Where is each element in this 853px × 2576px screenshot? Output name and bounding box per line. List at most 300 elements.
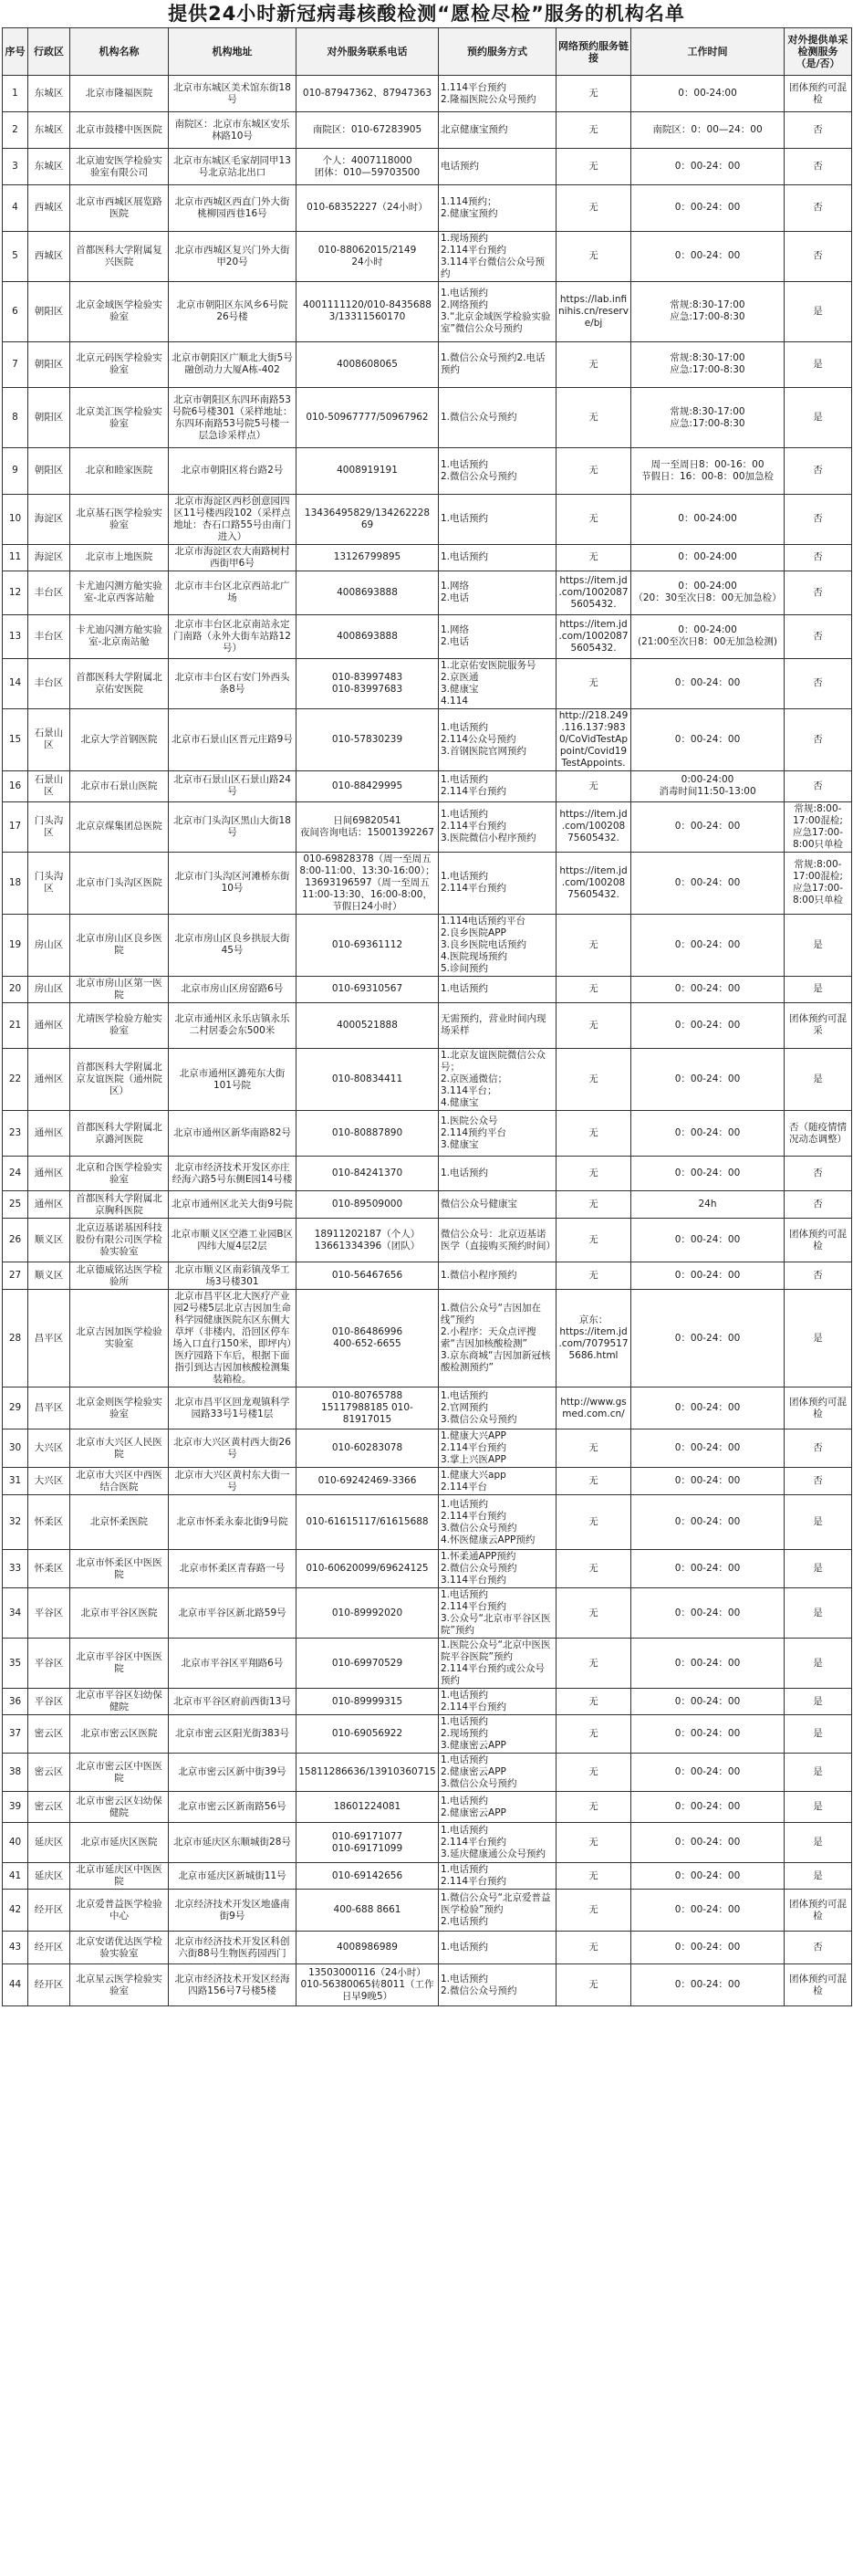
header-single-test: 对外提供单采检测服务（是/否） — [785, 28, 852, 76]
cell-address: 北京市顺义区南彩镇茂华工场3号楼301 — [169, 1262, 296, 1290]
cell-single-test: 是 — [785, 1049, 852, 1111]
cell-phone: 010-60283078 — [296, 1429, 439, 1468]
header-booking: 预约服务方式 — [439, 28, 557, 76]
cell-phone: 18601224081 — [296, 1792, 439, 1823]
cell-no: 15 — [3, 708, 28, 770]
cell-phone: 4001111120/010-8435688 3/13311560170 — [296, 281, 439, 341]
cell-link[interactable]: https://item.jd.com/10020875605432. — [557, 571, 631, 614]
cell-phone: 010-89992020 — [296, 1588, 439, 1639]
cell-single-test: 是 — [785, 1495, 852, 1550]
cell-single-test: 团体预约可混检 — [785, 1219, 852, 1262]
cell-booking: 1.医院公众号 2.114预约平台 3.健康宝 — [439, 1111, 557, 1157]
table-row — [3, 1219, 852, 1262]
cell-address: 北京市房山区房窑路6号 — [169, 976, 296, 1002]
cell-address: 北京市通州区潞苑东大街101号院 — [169, 1049, 296, 1111]
cell-single-test: 否（随疫情情况动态调整） — [785, 1111, 852, 1157]
cell-hours: 0：00-24：00 — [631, 1964, 785, 2006]
cell-address: 北京市大兴区黄村东大街一号 — [169, 1468, 296, 1495]
cell-hours: 南院区：0：00—24：00 — [631, 112, 785, 149]
cell-address: 北京市延庆区新城街11号 — [169, 1863, 296, 1890]
cell-phone: 4008608065 — [296, 341, 439, 388]
cell-booking: 1.电话预约 2.114平台预约 — [439, 1689, 557, 1715]
table-row — [3, 544, 852, 571]
cell-address: 北京市昌平区北大医疗产业园2号楼5层北京吉因加生命科学园健康医院东区东侧大草坪（非楼内，沿回区停车场入口直行150米，即坪内）医疗园路下车后，根据下面指引到达吉因加核酸检测集装箱检。 — [169, 1290, 296, 1387]
cell-hours: 0：00-24：00 — [631, 231, 785, 281]
cell-address: 北京市朝阳区东四环南路53号院6号楼301（采样地址：东四环南路53号院5号楼一层急诊采样点） — [169, 388, 296, 448]
table-row — [3, 770, 852, 801]
cell-name: 北京市平谷区医院 — [70, 1588, 169, 1639]
cell-link[interactable]: http://www.gsmed.com.cn/ — [557, 1387, 631, 1429]
cell-booking: 1.电话预约 2.官网预约 3.微信公众号预约 — [439, 1387, 557, 1429]
cell-district: 大兴区 — [28, 1429, 70, 1468]
cell-district: 通州区 — [28, 1002, 70, 1049]
cell-name: 北京美汇医学检验实验室 — [70, 388, 169, 448]
cell-no: 11 — [3, 544, 28, 571]
cell-no: 3 — [3, 149, 28, 185]
cell-district: 昌平区 — [28, 1387, 70, 1429]
table-row — [3, 1495, 852, 1550]
cell-address: 北京市丰台区北京西站北广场 — [169, 571, 296, 614]
cell-single-test: 否 — [785, 1468, 852, 1495]
cell-phone: 13503000116（24小时） 010-56380065转8011（工作日早9晚5） — [296, 1964, 439, 2006]
cell-single-test: 是 — [785, 914, 852, 976]
cell-no: 18 — [3, 852, 28, 914]
cell-name: 尤靖医学检验方舱实验室 — [70, 1002, 169, 1049]
cell-no: 38 — [3, 1754, 28, 1792]
cell-single-test: 否 — [785, 448, 852, 495]
cell-phone: 010-69361112 — [296, 914, 439, 976]
cell-booking: 1.电话预约 2.114平台预约 3.微信公众号预约 4.怀医健康云APP预约 — [439, 1495, 557, 1550]
cell-hours: 0：00-24：00 — [631, 1468, 785, 1495]
table-row — [3, 448, 852, 495]
cell-single-test: 是 — [785, 1754, 852, 1792]
table-row — [3, 1387, 852, 1429]
cell-link[interactable]: https://item.jd.com/10020875605432. — [557, 614, 631, 658]
cell-address: 北京市延庆区东顺城街28号 — [169, 1823, 296, 1863]
table-row — [3, 76, 852, 112]
cell-district: 通州区 — [28, 1157, 70, 1191]
cell-name: 卡尤迪闪测方舱实验室-北京南站舱 — [70, 614, 169, 658]
cell-district: 平谷区 — [28, 1588, 70, 1639]
header-address: 机构地址 — [169, 28, 296, 76]
cell-booking: 1.电话预约 2.114平台预约 3.公众号“北京市平谷区医院”预约 — [439, 1588, 557, 1639]
cell-hours: 0：00-24：00 — [631, 1262, 785, 1290]
cell-district: 怀柔区 — [28, 1495, 70, 1550]
cell-address: 北京市石景山区晋元庄路9号 — [169, 708, 296, 770]
cell-name: 首都医科大学附属北京潞河医院 — [70, 1111, 169, 1157]
cell-single-test: 否 — [785, 231, 852, 281]
cell-link: 无 — [557, 1262, 631, 1290]
cell-link: 无 — [557, 544, 631, 571]
cell-hours: 0：00-24：00 — [631, 1157, 785, 1191]
cell-address: 北京市海淀区西杉创意园四区11号楼西段102（采样点地址：杏石口路55号由南门进入） — [169, 494, 296, 544]
institution-table — [2, 27, 852, 2006]
cell-no: 12 — [3, 571, 28, 614]
cell-booking: 1.怀柔通APP预约 2.微信公众号预约 3.114平台预约 — [439, 1550, 557, 1588]
cell-booking: 1.电话预约 — [439, 494, 557, 544]
cell-phone: 010-69310567 — [296, 976, 439, 1002]
cell-booking: 1.电话预约 2.健康密云APP — [439, 1792, 557, 1823]
cell-district: 通州区 — [28, 1191, 70, 1219]
cell-district: 延庆区 — [28, 1863, 70, 1890]
cell-no: 30 — [3, 1429, 28, 1468]
table-row — [3, 1639, 852, 1689]
cell-name: 北京市房山区第一医院 — [70, 976, 169, 1002]
cell-phone: 010-68352227（24小时） — [296, 185, 439, 232]
cell-link[interactable]: https://lab.infinihis.cn/reserve/bj — [557, 281, 631, 341]
cell-booking: 1.微信公众号预约 — [439, 388, 557, 448]
table-row — [3, 614, 852, 658]
cell-single-test: 是 — [785, 1689, 852, 1715]
cell-name: 北京市密云区中医医院 — [70, 1754, 169, 1792]
cell-district: 通州区 — [28, 1049, 70, 1111]
cell-link: 无 — [557, 1049, 631, 1111]
cell-address: 北京市经济技术开发区亦庄经海六路5号东侧E园14号楼 — [169, 1157, 296, 1191]
cell-name: 北京迈基诺基因科技股份有限公司医学检验实验室 — [70, 1219, 169, 1262]
cell-link: 无 — [557, 1689, 631, 1715]
cell-booking: 1.网络 2.电话 — [439, 614, 557, 658]
cell-link: 无 — [557, 341, 631, 388]
cell-name: 北京市西城区展览路医院 — [70, 185, 169, 232]
cell-booking: 1.微信公众号“北京爱普益医学检验”预约 2.电话预约 — [439, 1890, 557, 1932]
cell-booking: 1.电话预约 — [439, 976, 557, 1002]
cell-single-test: 否 — [785, 1429, 852, 1468]
cell-hours: 常规:8:30-17:00 应急:17:00-8:30 — [631, 388, 785, 448]
cell-address: 北京市经济技术开发区科创六街88号生物医药园西门 — [169, 1932, 296, 1964]
cell-single-test: 是 — [785, 1290, 852, 1387]
table-row — [3, 976, 852, 1002]
cell-single-test: 是 — [785, 341, 852, 388]
cell-single-test: 是 — [785, 976, 852, 1002]
cell-hours: 0：00-24:00 — [631, 494, 785, 544]
cell-booking: 1.电话预约 2.114公众号预约 3.首钢医院官网预约 — [439, 708, 557, 770]
cell-district: 东城区 — [28, 149, 70, 185]
cell-name: 北京和睦家医院 — [70, 448, 169, 495]
cell-phone: 4008693888 — [296, 614, 439, 658]
cell-address: 北京市平谷区新北路59号 — [169, 1588, 296, 1639]
cell-booking: 微信公众号：北京迈基诺医学（直接购买预约时间） — [439, 1219, 557, 1262]
cell-name: 北京德威铭达医学检验所 — [70, 1262, 169, 1290]
cell-name: 首都医科大学附属北京胸科医院 — [70, 1191, 169, 1219]
cell-phone: 010-80834411 — [296, 1049, 439, 1111]
cell-hours: 0：00-24：00 — [631, 149, 785, 185]
cell-single-test: 否 — [785, 571, 852, 614]
cell-no: 39 — [3, 1792, 28, 1823]
cell-district: 密云区 — [28, 1754, 70, 1792]
cell-no: 24 — [3, 1157, 28, 1191]
cell-single-test: 否 — [785, 1262, 852, 1290]
table-header-row — [3, 28, 852, 76]
cell-link[interactable]: https://item.jd.com/100208 75605432. — [557, 852, 631, 914]
cell-phone: 个人：4007118000 团体：010—59703500 — [296, 149, 439, 185]
cell-single-test: 是 — [785, 281, 852, 341]
cell-single-test: 团体预约可混检 — [785, 1387, 852, 1429]
cell-name: 北京市房山区良乡医院 — [70, 914, 169, 976]
cell-no: 28 — [3, 1290, 28, 1387]
table-row — [3, 281, 852, 341]
cell-address: 北京市石景山区石景山路24号 — [169, 770, 296, 801]
cell-district: 石景山区 — [28, 708, 70, 770]
cell-hours: 0：00-24：00 — [631, 1387, 785, 1429]
cell-link: 无 — [557, 914, 631, 976]
cell-name: 首都医科大学附属北京友谊医院（通州院区） — [70, 1049, 169, 1111]
cell-hours: 0：00-24：00 — [631, 1715, 785, 1754]
cell-hours: 0：00-24：00 — [631, 185, 785, 232]
cell-link: 无 — [557, 1823, 631, 1863]
cell-phone: 18911202187（个人） 13661334396（团队） — [296, 1219, 439, 1262]
cell-booking: 1.114平台预约 2.隆福医院公众号预约 — [439, 76, 557, 112]
cell-no: 40 — [3, 1823, 28, 1863]
page-title: 提供24小时新冠病毒核酸检测“愿检尽检”服务的机构名单 — [168, 3, 685, 25]
cell-district: 怀柔区 — [28, 1550, 70, 1588]
cell-booking: 1.电话预约 2.微信公众号预约 — [439, 1964, 557, 2006]
cell-hours: 0：00-24：00 — [631, 1792, 785, 1823]
cell-booking: 1.微信公众号“吉因加在线”预约 2.小程序：天众点评搜索“吉因加核酸检测” 3.京东商城“吉因加新冠核酸检测预约” — [439, 1290, 557, 1387]
cell-district: 朝阳区 — [28, 388, 70, 448]
cell-phone: 4008693888 — [296, 571, 439, 614]
cell-link: 无 — [557, 494, 631, 544]
cell-phone: 010-69828378（周一至周五8:00-11:00、13:30-16:00）；13693196597（周一至周五11:00-13:30、16:00-8:00，节假日24小时） — [296, 852, 439, 914]
cell-link: 无 — [557, 1890, 631, 1932]
cell-name: 北京市密云区妇幼保健院 — [70, 1792, 169, 1823]
cell-single-test: 团体预约可混采 — [785, 1002, 852, 1049]
cell-address: 北京市通州区永乐店镇永乐二村居委会东500米 — [169, 1002, 296, 1049]
cell-address: 北京市门头沟区河滩桥东街10号 — [169, 852, 296, 914]
cell-no: 5 — [3, 231, 28, 281]
cell-phone: 010-56467656 — [296, 1262, 439, 1290]
cell-address: 北京市平谷区平翔路6号 — [169, 1639, 296, 1689]
cell-link: 无 — [557, 1964, 631, 2006]
cell-district: 海淀区 — [28, 494, 70, 544]
cell-link: 无 — [557, 1111, 631, 1157]
cell-address: 北京市密云区新中街39号 — [169, 1754, 296, 1792]
cell-phone: 010-80887890 — [296, 1111, 439, 1157]
table-row — [3, 1550, 852, 1588]
cell-no: 17 — [3, 801, 28, 852]
cell-phone: 4008986989 — [296, 1932, 439, 1964]
cell-phone: 010-84241370 — [296, 1157, 439, 1191]
cell-hours: 0：00-24：00 — [631, 1863, 785, 1890]
cell-booking: 1.电话预约 — [439, 1932, 557, 1964]
cell-single-test: 团体预约可混检 — [785, 1890, 852, 1932]
cell-single-test: 常规:8:00-17:00混检; 应急17:00-8:00只单检 — [785, 801, 852, 852]
cell-hours: 常规:8:30-17:00 应急:17:00-8:30 — [631, 281, 785, 341]
cell-hours: 0：00-24：00 — [631, 801, 785, 852]
cell-phone: 010-89509000 — [296, 1191, 439, 1219]
cell-address: 北京市密云区阳光街383号 — [169, 1715, 296, 1754]
cell-link: 无 — [557, 1932, 631, 1964]
cell-single-test: 是 — [785, 1715, 852, 1754]
cell-no: 31 — [3, 1468, 28, 1495]
table-row — [3, 1932, 852, 1964]
cell-phone: 010-69970529 — [296, 1639, 439, 1689]
cell-no: 36 — [3, 1689, 28, 1715]
cell-no: 22 — [3, 1049, 28, 1111]
cell-no: 13 — [3, 614, 28, 658]
cell-no: 27 — [3, 1262, 28, 1290]
cell-booking: 1.现场预约 2.114平台预约 3.114平台微信公众号预约 — [439, 231, 557, 281]
cell-link: 无 — [557, 1219, 631, 1262]
cell-district: 石景山区 — [28, 770, 70, 801]
cell-district: 丰台区 — [28, 614, 70, 658]
cell-hours: 0：00-24：00 — [631, 1429, 785, 1468]
cell-hours: 0：00-24：00 — [631, 1823, 785, 1863]
cell-hours: 0：00-24：00 — [631, 852, 785, 914]
table-row — [3, 388, 852, 448]
cell-district: 丰台区 — [28, 658, 70, 708]
cell-hours: 0：00-24:00 — [631, 544, 785, 571]
cell-hours: 0：00-24：00 — [631, 1495, 785, 1550]
cell-no: 23 — [3, 1111, 28, 1157]
cell-single-test: 否 — [785, 770, 852, 801]
cell-hours: 0：00-24：00 — [631, 1890, 785, 1932]
cell-hours: 0：00-24：00 — [631, 1932, 785, 1964]
cell-no: 26 — [3, 1219, 28, 1262]
cell-link: 无 — [557, 1639, 631, 1689]
cell-single-test: 否 — [785, 658, 852, 708]
cell-single-test: 否 — [785, 1191, 852, 1219]
cell-hours: 0：00-24：00 — [631, 914, 785, 976]
cell-hours: 0：00-24：00 — [631, 1754, 785, 1792]
cell-booking: 1.电话预约 2.114平台预约 3.医院微信小程序预约 — [439, 801, 557, 852]
cell-address: 北京市大兴区黄村西大街26号 — [169, 1429, 296, 1468]
cell-no: 41 — [3, 1863, 28, 1890]
cell-no: 7 — [3, 341, 28, 388]
cell-no: 42 — [3, 1890, 28, 1932]
cell-link: 无 — [557, 1754, 631, 1792]
cell-address: 北京市朝阳区将台路2号 — [169, 448, 296, 495]
cell-district: 经开区 — [28, 1890, 70, 1932]
cell-booking: 无需预约，营业时间内现场采样 — [439, 1002, 557, 1049]
cell-district: 丰台区 — [28, 571, 70, 614]
cell-name: 卡尤迪闪测方舱实验室-北京西客站舱 — [70, 571, 169, 614]
cell-district: 海淀区 — [28, 544, 70, 571]
cell-link: 无 — [557, 1495, 631, 1550]
cell-booking: 1.医院公众号“北京中医医院平谷医院”预约 2.114平台预约或公众号预约 — [439, 1639, 557, 1689]
cell-name: 北京爱普益医学检验中心 — [70, 1890, 169, 1932]
cell-single-test: 团体预约可混检 — [785, 76, 852, 112]
cell-phone: 010-57830239 — [296, 708, 439, 770]
cell-link[interactable]: http://218.249.116.137:9830/CoVidTestAppoint/Covid19TestAppoints. — [557, 708, 631, 770]
cell-name: 北京市门头沟区医院 — [70, 852, 169, 914]
cell-hours: 0：00-24:00 (21:00至次日8：00无加急检测) — [631, 614, 785, 658]
table-row — [3, 1111, 852, 1157]
cell-link: 无 — [557, 976, 631, 1002]
table-row — [3, 1157, 852, 1191]
table-row — [3, 1049, 852, 1111]
cell-single-test: 否 — [785, 544, 852, 571]
table-row — [3, 1964, 852, 2006]
cell-hours: 24h — [631, 1191, 785, 1219]
table-row — [3, 494, 852, 544]
cell-phone: 010-86486996 400-652-6655 — [296, 1290, 439, 1387]
cell-booking: 1.北京友谊医院微信公众号； 2.京医通微信； 3.114平台； 4.健康宝 — [439, 1049, 557, 1111]
cell-name: 北京星云医学检验实验室 — [70, 1964, 169, 2006]
cell-hours: 0：00-24：00 — [631, 1002, 785, 1049]
cell-link: 无 — [557, 770, 631, 801]
cell-booking: 电话预约 — [439, 149, 557, 185]
cell-booking: 1.微信小程序预约 — [439, 1262, 557, 1290]
cell-phone: 010-69171077 010-69171099 — [296, 1823, 439, 1863]
cell-district: 昌平区 — [28, 1290, 70, 1387]
cell-no: 6 — [3, 281, 28, 341]
table-row — [3, 185, 852, 232]
cell-link[interactable]: 京东：https://item.jd.com/70795175686.html — [557, 1290, 631, 1387]
cell-booking: 1.电话预约 2.微信公众号预约 — [439, 448, 557, 495]
cell-name: 北京大学首钢医院 — [70, 708, 169, 770]
cell-district: 顺义区 — [28, 1262, 70, 1290]
cell-no: 21 — [3, 1002, 28, 1049]
cell-single-test: 是 — [785, 1550, 852, 1588]
cell-hours: 0：00-24:00 — [631, 76, 785, 112]
cell-no: 44 — [3, 1964, 28, 2006]
cell-no: 10 — [3, 494, 28, 544]
table-row — [3, 112, 852, 149]
cell-name: 首都医科大学附属北京佑安医院 — [70, 658, 169, 708]
cell-phone: 010-80765788 15117988185 010-81917015 — [296, 1387, 439, 1429]
cell-address: 北京经济技术开发区地盛南街9号 — [169, 1890, 296, 1932]
table-row — [3, 1823, 852, 1863]
cell-name: 北京市延庆区中医医院 — [70, 1863, 169, 1890]
table-row — [3, 231, 852, 281]
cell-no: 9 — [3, 448, 28, 495]
cell-phone: 010-61615117/61615688 — [296, 1495, 439, 1550]
cell-phone: 010-88429995 — [296, 770, 439, 801]
cell-booking: 1.健康大兴APP 2.114平台预约 3.掌上兴医APP — [439, 1429, 557, 1468]
cell-address: 北京市顺义区空港工业园B区四纬大厦4层2层 — [169, 1219, 296, 1262]
cell-single-test: 是 — [785, 1863, 852, 1890]
table-row — [3, 1689, 852, 1715]
cell-address: 北京市怀柔区青春路一号 — [169, 1550, 296, 1588]
cell-booking: 1.114预约； 2.健康宝预约 — [439, 185, 557, 232]
cell-name: 北京市隆福医院 — [70, 76, 169, 112]
cell-link[interactable]: https://item.jd.com/100208 75605432. — [557, 801, 631, 852]
cell-single-test: 是 — [785, 1792, 852, 1823]
cell-hours: 0：00-24：00 — [631, 976, 785, 1002]
cell-single-test: 否 — [785, 185, 852, 232]
cell-no: 20 — [3, 976, 28, 1002]
cell-district: 经开区 — [28, 1932, 70, 1964]
cell-booking: 1.电话预约 2.114平台预约 — [439, 770, 557, 801]
cell-address: 北京市平谷区府前西街13号 — [169, 1689, 296, 1715]
cell-booking: 1.电话预约 — [439, 544, 557, 571]
table-row — [3, 1890, 852, 1932]
cell-hours: 0：00-24：00 — [631, 1049, 785, 1111]
cell-phone: 010-69142656 — [296, 1863, 439, 1890]
cell-link: 无 — [557, 185, 631, 232]
cell-district: 房山区 — [28, 914, 70, 976]
cell-booking: 北京健康宝预约 — [439, 112, 557, 149]
cell-single-test: 否 — [785, 614, 852, 658]
cell-address: 北京市朝阳区广顺北大街5号融创动力大厦A栋-402 — [169, 341, 296, 388]
cell-hours: 0:00-24:00 消毒时间11:50-13:00 — [631, 770, 785, 801]
cell-link: 无 — [557, 231, 631, 281]
cell-booking: 1.电话预约 2.网络预约 3.“北京金域医学检验实验室”微信公众号预约 — [439, 281, 557, 341]
cell-no: 37 — [3, 1715, 28, 1754]
cell-district: 延庆区 — [28, 1823, 70, 1863]
cell-name: 北京市延庆区医院 — [70, 1823, 169, 1863]
cell-booking: 1.电话预约 2.健康密云APP 3.微信公众号预约 — [439, 1754, 557, 1792]
cell-phone: 010-89999315 — [296, 1689, 439, 1715]
cell-phone: 010-87947362、87947363 — [296, 76, 439, 112]
cell-district: 西城区 — [28, 185, 70, 232]
cell-link: 无 — [557, 1468, 631, 1495]
table-row — [3, 1863, 852, 1890]
cell-district: 大兴区 — [28, 1468, 70, 1495]
table-row — [3, 1468, 852, 1495]
table-row — [3, 571, 852, 614]
cell-link: 无 — [557, 658, 631, 708]
